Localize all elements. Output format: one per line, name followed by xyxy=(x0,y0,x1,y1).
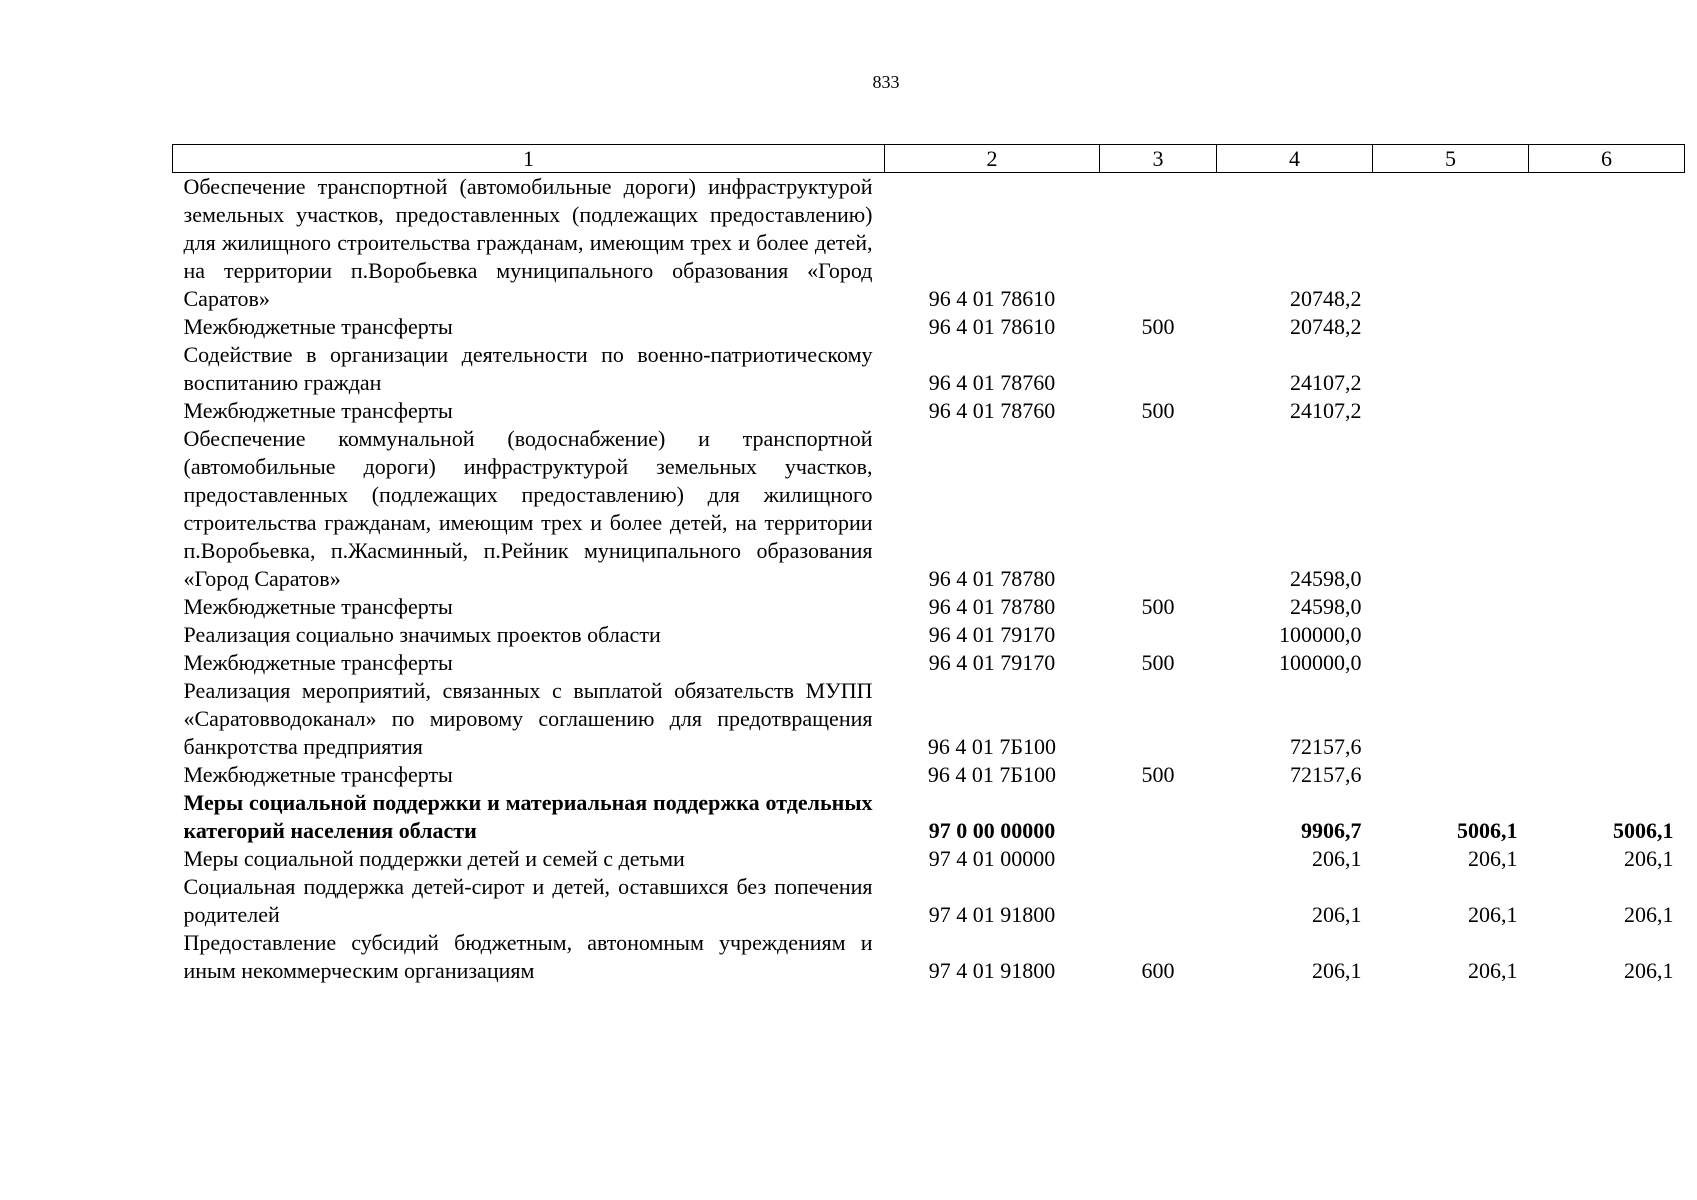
row-value-col4: 72157,6 xyxy=(1290,734,1362,759)
row-value-col5 xyxy=(1373,649,1529,677)
header-col-1: 1 xyxy=(173,145,885,173)
row-code: 96 4 01 78780 xyxy=(928,594,1056,619)
row-name: Реализация социально значимых проектов области xyxy=(183,622,661,647)
row-name: Межбюджетные трансферты xyxy=(183,650,453,675)
row-value-col5 xyxy=(1373,593,1529,621)
table-header xyxy=(173,145,1685,173)
header-col-4: 4 xyxy=(1217,145,1373,173)
row-code: 97 4 01 00000 xyxy=(928,846,1056,871)
row-value-col6: 206,1 xyxy=(1624,846,1674,871)
row-type xyxy=(1100,677,1217,761)
page-number: 833 xyxy=(872,72,900,92)
row-value-col6 xyxy=(1529,341,1685,397)
row-type: 600 xyxy=(1141,958,1175,983)
row-type: 500 xyxy=(1141,650,1175,675)
row-value-col5: 206,1 xyxy=(1468,958,1518,983)
table-row xyxy=(173,789,1685,845)
row-value-col5: 206,1 xyxy=(1468,846,1518,871)
row-code: 96 4 01 79170 xyxy=(928,622,1056,647)
header-col-5: 5 xyxy=(1373,145,1529,173)
row-name: Меры социальной поддержки детей и семей с детьми xyxy=(183,846,685,871)
row-value-col6 xyxy=(1529,621,1685,649)
row-type: 500 xyxy=(1141,762,1175,787)
row-type xyxy=(1100,425,1217,593)
row-value-col4: 72157,6 xyxy=(1290,762,1362,787)
row-value-col6 xyxy=(1529,593,1685,621)
row-value-col6 xyxy=(1529,649,1685,677)
table-row xyxy=(173,397,1685,425)
row-value-col6 xyxy=(1529,677,1685,761)
row-value-col4: 100000,0 xyxy=(1279,650,1362,675)
row-value-col6 xyxy=(1529,313,1685,341)
table-row xyxy=(173,929,1685,985)
row-type xyxy=(1100,873,1217,929)
row-value-col5 xyxy=(1373,425,1529,593)
row-value-col4: 24107,2 xyxy=(1290,370,1362,395)
row-value-col5 xyxy=(1373,761,1529,789)
row-value-col4: 24598,0 xyxy=(1290,566,1362,591)
row-name: Социальная поддержка детей-сирот и детей, оставшихся без попечения родителей xyxy=(183,874,873,927)
row-name: Предоставление субсидий бюджетным, автономным учреждениям и иным некоммерческим организациям xyxy=(183,930,873,983)
row-value-col5: 206,1 xyxy=(1468,902,1518,927)
row-type xyxy=(1100,341,1217,397)
row-value-col4: 206,1 xyxy=(1312,902,1362,927)
row-value-col5: 5006,1 xyxy=(1457,818,1518,843)
row-value-col6: 5006,1 xyxy=(1613,818,1674,843)
row-value-col4: 20748,2 xyxy=(1290,314,1362,339)
row-type: 500 xyxy=(1141,314,1175,339)
row-value-col4: 24598,0 xyxy=(1290,594,1362,619)
row-value-col5 xyxy=(1373,173,1529,314)
row-value-col5 xyxy=(1373,313,1529,341)
row-value-col4: 20748,2 xyxy=(1290,286,1362,311)
row-name: Обеспечение транспортной (автомобильные дороги) инфраструктурой земельных участков, предоставленных (подлежащих предоставлению) для жилищного строительства гражданам, имеющим трех и более детей, на территории п.Воробьевка муниципального образования «Город Саратов» xyxy=(183,174,873,311)
header-row xyxy=(173,145,1685,173)
row-type xyxy=(1100,845,1217,873)
row-name: Межбюджетные трансферты xyxy=(183,314,453,339)
row-code: 97 0 00 00000 xyxy=(928,818,1056,843)
row-type xyxy=(1100,173,1217,314)
row-type xyxy=(1100,789,1217,845)
budget-table xyxy=(172,144,1685,985)
row-value-col6 xyxy=(1529,397,1685,425)
row-value-col4: 9906,7 xyxy=(1301,818,1362,843)
table-row xyxy=(173,173,1685,314)
row-value-col5 xyxy=(1373,621,1529,649)
row-value-col5 xyxy=(1373,341,1529,397)
table-row xyxy=(173,677,1685,761)
table-row xyxy=(173,425,1685,593)
row-name: Межбюджетные трансферты xyxy=(183,594,453,619)
row-name: Меры социальной поддержки и материальная поддержка отдельных категорий населения области xyxy=(183,790,873,843)
row-code: 96 4 01 7Б100 xyxy=(927,762,1057,787)
row-value-col4: 100000,0 xyxy=(1279,622,1362,647)
row-name: Обеспечение коммунальной (водоснабжение) и транспортной (автомобильные дороги) инфраструктурой земельных участков, предоставленных (подлежащих предоставлению) для жилищного строительства гражданам, имеющим трех и более детей, на территории п.Воробьевка, п.Жасминный, п.Рейник муниципального образования «Город Саратов» xyxy=(183,426,873,591)
row-type xyxy=(1100,621,1217,649)
row-code: 97 4 01 91800 xyxy=(928,958,1056,983)
table-body xyxy=(173,173,1685,986)
row-value-col6 xyxy=(1529,173,1685,314)
row-value-col6 xyxy=(1529,761,1685,789)
row-code: 96 4 01 79170 xyxy=(928,650,1056,675)
row-value-col4: 24107,2 xyxy=(1290,398,1362,423)
table-row xyxy=(173,845,1685,873)
row-code: 96 4 01 7Б100 xyxy=(927,734,1057,759)
row-name: Содействие в организации деятельности по военно-патриотическому воспитанию граждан xyxy=(183,342,873,395)
row-value-col5 xyxy=(1373,397,1529,425)
table-row xyxy=(173,593,1685,621)
header-col-6: 6 xyxy=(1529,145,1685,173)
table-row xyxy=(173,341,1685,397)
row-code: 96 4 01 78760 xyxy=(928,398,1056,423)
table-row xyxy=(173,649,1685,677)
row-code: 96 4 01 78760 xyxy=(928,370,1056,395)
header-col-3: 3 xyxy=(1100,145,1217,173)
table-row xyxy=(173,761,1685,789)
table-row xyxy=(173,621,1685,649)
header-col-2: 2 xyxy=(885,145,1100,173)
row-value-col4: 206,1 xyxy=(1312,846,1362,871)
row-name: Реализация мероприятий, связанных с выплатой обязательств МУПП «Саратовводоканал» по мировому соглашению для предотвращения банкротства предприятия xyxy=(183,678,873,759)
row-name: Межбюджетные трансферты xyxy=(183,398,453,423)
row-code: 97 4 01 91800 xyxy=(928,902,1056,927)
row-code: 96 4 01 78610 xyxy=(928,314,1056,339)
table-row xyxy=(173,873,1685,929)
table-row xyxy=(173,313,1685,341)
row-value-col4: 206,1 xyxy=(1312,958,1362,983)
row-type: 500 xyxy=(1141,594,1175,619)
row-value-col6: 206,1 xyxy=(1624,958,1674,983)
row-type: 500 xyxy=(1141,398,1175,423)
row-value-col5 xyxy=(1373,677,1529,761)
row-value-col6 xyxy=(1529,425,1685,593)
row-code: 96 4 01 78610 xyxy=(928,286,1056,311)
row-name: Межбюджетные трансферты xyxy=(183,762,453,787)
row-code: 96 4 01 78780 xyxy=(928,566,1056,591)
row-value-col6: 206,1 xyxy=(1624,902,1674,927)
